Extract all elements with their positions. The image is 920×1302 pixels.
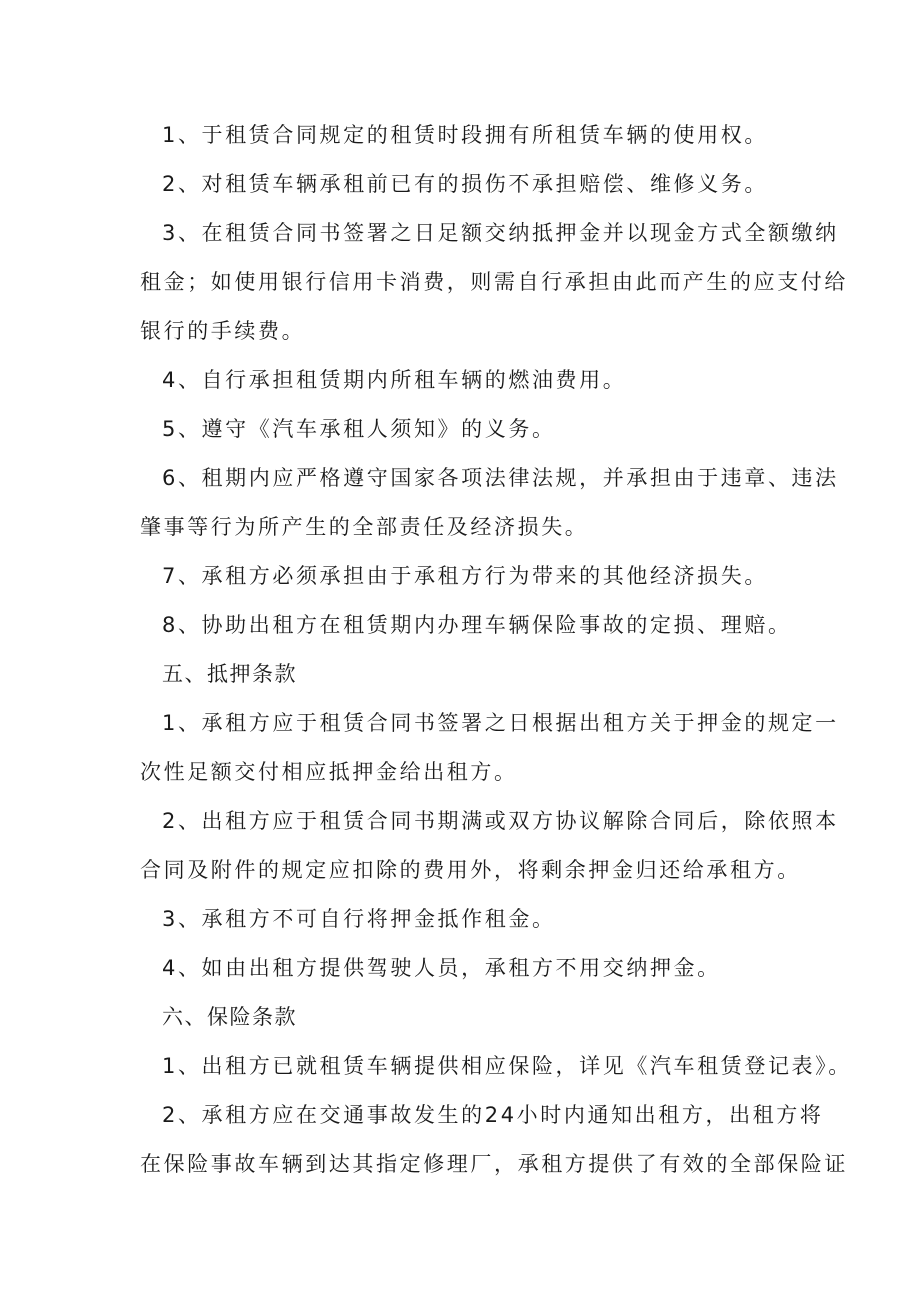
clause-line: 在保险事故车辆到达其指定修理厂，承租方提供了有效的全部保险证	[140, 1152, 848, 1176]
clause-line: 3、在租赁合同书签署之日足额交纳抵押金并以现金方式全额缴纳	[162, 221, 839, 245]
clause-line: 1、出租方已就租赁车辆提供相应保险，详见《汽车租赁登记表》。	[162, 1054, 852, 1078]
clause-line: 1、承租方应于租赁合同书签署之日根据出租方关于押金的规定一	[162, 711, 839, 735]
clause-line: 3、承租方不可自行将押金抵作租金。	[162, 907, 556, 931]
clause-line: 7、承租方必须承担由于承租方行为带来的其他经济损失。	[162, 564, 768, 588]
clause-line: 4、自行承担租赁期内所租车辆的燃油费用。	[162, 368, 627, 392]
clause-line: 2、承租方应在交通事故发生的24小时内通知出租方，出租方将	[162, 1103, 824, 1127]
section-heading: 六、保险条款	[162, 1005, 297, 1029]
section-heading: 五、抵押条款	[162, 662, 297, 686]
clause-line: 8、协助出租方在租赁期内办理车辆保险事故的定损、理赔。	[162, 613, 792, 637]
clause-line: 6、租期内应严格遵守国家各项法律法规，并承担由于违章、违法	[162, 466, 839, 490]
clause-line: 4、如由出租方提供驾驶人员，承租方不用交纳押金。	[162, 956, 721, 980]
clause-line: 银行的手续费。	[140, 319, 306, 343]
clause-line: 1、于租赁合同规定的租赁时段拥有所租赁车辆的使用权。	[162, 123, 768, 147]
clause-line: 2、对租赁车辆承租前已有的损伤不承担赔偿、维修义务。	[162, 172, 768, 196]
clause-line: 租金；如使用银行信用卡消费，则需自行承担由此而产生的应支付给	[140, 270, 848, 294]
clause-line: 次性足额交付相应抵押金给出租方。	[140, 760, 518, 784]
clause-line: 2、出租方应于租赁合同书期满或双方协议解除合同后，除依照本	[162, 809, 839, 833]
clause-line: 肇事等行为所产生的全部责任及经济损失。	[140, 515, 589, 539]
clause-line: 合同及附件的规定应扣除的费用外，将剩余押金归还给承租方。	[140, 858, 801, 882]
clause-line: 5、遵守《汽车承租人须知》的义务。	[162, 417, 556, 441]
